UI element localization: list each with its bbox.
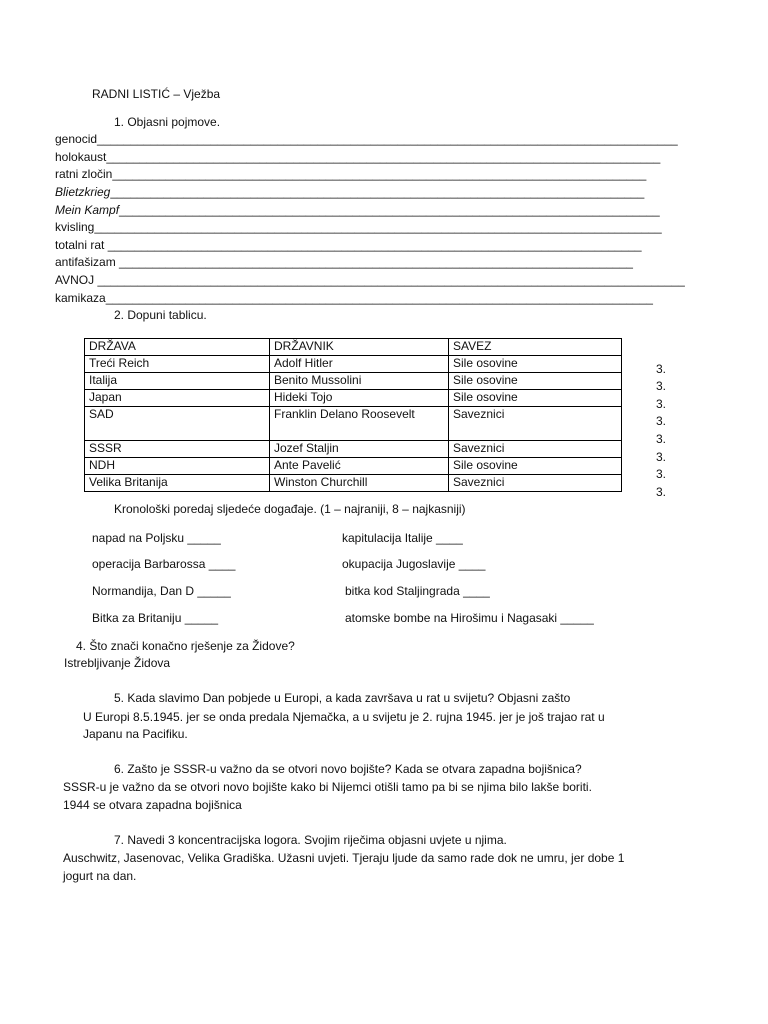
- side-number: 3.: [656, 414, 667, 428]
- term-holokaust: holokaust___________________________________________________________________________________: [55, 150, 661, 164]
- event-item: kapitulacija Italije ____: [342, 531, 463, 545]
- table-row: [85, 356, 622, 373]
- table-header-cell: SAVEZ: [449, 339, 622, 356]
- table-cell: Benito Mussolini: [270, 373, 449, 390]
- table-cell: Franklin Delano Roosevelt: [270, 407, 449, 441]
- side-number: 3.: [656, 397, 667, 411]
- table-cell: Sile osovine: [449, 390, 622, 407]
- table-row: [85, 407, 622, 441]
- term-mein-kampf: Mein Kampf_________________________________________________________________________________: [55, 203, 660, 217]
- term-antifasizam: antifašizam _____________________________________________________________________________: [55, 255, 633, 269]
- q3-heading: Kronološki poredaj sljedeće događaje. (1 – najraniji, 8 – najkasniji): [114, 502, 466, 516]
- q6-answer-line: SSSR-u je važno da se otvori novo bojište kako bi Nijemci otišli tamo pa bi se njima bilo lakše boriti.: [63, 780, 592, 794]
- side-number: 3.: [656, 432, 667, 446]
- side-number: 3.: [656, 362, 667, 376]
- event-item: Bitka za Britaniju _____: [92, 611, 219, 625]
- q5-answer-line: Japanu na Pacifiku.: [83, 727, 188, 741]
- q5-answer-line: U Europi 8.5.1945. jer se onda predala Njemačka, a u svijetu je 2. rujna 1945. jer je još trajao rat u: [83, 710, 605, 724]
- table-cell: Saveznici: [449, 475, 622, 492]
- event-item: operacija Barbarossa ____: [92, 557, 236, 571]
- table-cell: SAD: [85, 407, 270, 441]
- event-item: okupacija Jugoslavije ____: [342, 557, 486, 571]
- event-item: napad na Poljsku _____: [92, 531, 221, 545]
- table-row: [85, 441, 622, 458]
- event-item: atomske bombe na Hirošimu i Nagasaki _____: [345, 611, 594, 625]
- side-number: 3.: [656, 485, 667, 499]
- q5-question: 5. Kada slavimo Dan pobjede u Europi, a kada završava u rat u svijetu? Objasni zašto: [114, 691, 571, 705]
- q2-heading: 2. Dopuni tablicu.: [114, 308, 207, 322]
- table-cell: Sile osovine: [449, 356, 622, 373]
- table-row: [85, 475, 622, 492]
- table-row: [85, 373, 622, 390]
- q4-answer: Istrebljivanje Židova: [64, 656, 171, 670]
- table-cell: Saveznici: [449, 407, 622, 441]
- worksheet-title: RADNI LISTIĆ – Vježba: [92, 87, 221, 101]
- table-cell: NDH: [85, 458, 270, 475]
- table-cell: Ante Pavelić: [270, 458, 449, 475]
- table-cell: Jozef Staljin: [270, 441, 449, 458]
- table-cell: Treći Reich: [85, 356, 270, 373]
- table-cell: Hideki Tojo: [270, 390, 449, 407]
- table-header-cell: DRŽAVNIK: [270, 339, 449, 356]
- q7-answer-line: jogurt na dan.: [63, 869, 137, 883]
- side-number: 3.: [656, 467, 667, 481]
- table-cell: SSSR: [85, 441, 270, 458]
- table-row: [85, 458, 622, 475]
- q1-heading: 1. Objasni pojmove.: [114, 115, 221, 129]
- q7-question: 7. Navedi 3 koncentracijska logora. Svojim riječima objasni uvjete u njima.: [114, 833, 507, 847]
- side-number: 3.: [656, 379, 667, 393]
- table-cell: Sile osovine: [449, 458, 622, 475]
- table-cell: Adolf Hitler: [270, 356, 449, 373]
- table-cell: Japan: [85, 390, 270, 407]
- event-item: bitka kod Staljingrada ____: [345, 584, 490, 598]
- table-cell: Sile osovine: [449, 373, 622, 390]
- term-kvisling: kvisling_____________________________________________________________________________________: [55, 220, 662, 234]
- term-totalni-rat: totalni rat ________________________________________________________________________________: [55, 238, 642, 252]
- term-avnoj: AVNOJ ________________________________________________________________________________________: [55, 273, 685, 287]
- side-number: 3.: [656, 450, 667, 464]
- term-kamikaza: kamikaza__________________________________________________________________________________: [55, 291, 653, 305]
- event-item: Normandija, Dan D _____: [92, 584, 231, 598]
- table-cell: Winston Churchill: [270, 475, 449, 492]
- table-row: [85, 390, 622, 407]
- term-genocid: genocid_______________________________________________________________________________________: [55, 132, 678, 146]
- countries-table: [84, 338, 622, 492]
- table-header-row: [85, 339, 622, 356]
- q7-answer-line: Auschwitz, Jasenovac, Velika Gradiška. Užasni uvjeti. Tjeraju ljude da samo rade dok ne umru, jer dobe 1: [63, 851, 625, 865]
- table-cell: Saveznici: [449, 441, 622, 458]
- q6-question: 6. Zašto je SSSR-u važno da se otvori novo bojište? Kada se otvara zapadna bojišnica?: [114, 762, 582, 776]
- table-cell: Italija: [85, 373, 270, 390]
- term-blietzkrieg: Blietzkrieg________________________________________________________________________________: [55, 185, 645, 199]
- q6-answer-line: 1944 se otvara zapadna bojišnica: [63, 798, 242, 812]
- table-header-cell: DRŽAVA: [85, 339, 270, 356]
- term-ratni-zlocin: ratni zločin________________________________________________________________________________: [55, 167, 647, 181]
- table-cell: Velika Britanija: [85, 475, 270, 492]
- q4-question: 4. Što znači konačno rješenje za Židove?: [76, 639, 295, 653]
